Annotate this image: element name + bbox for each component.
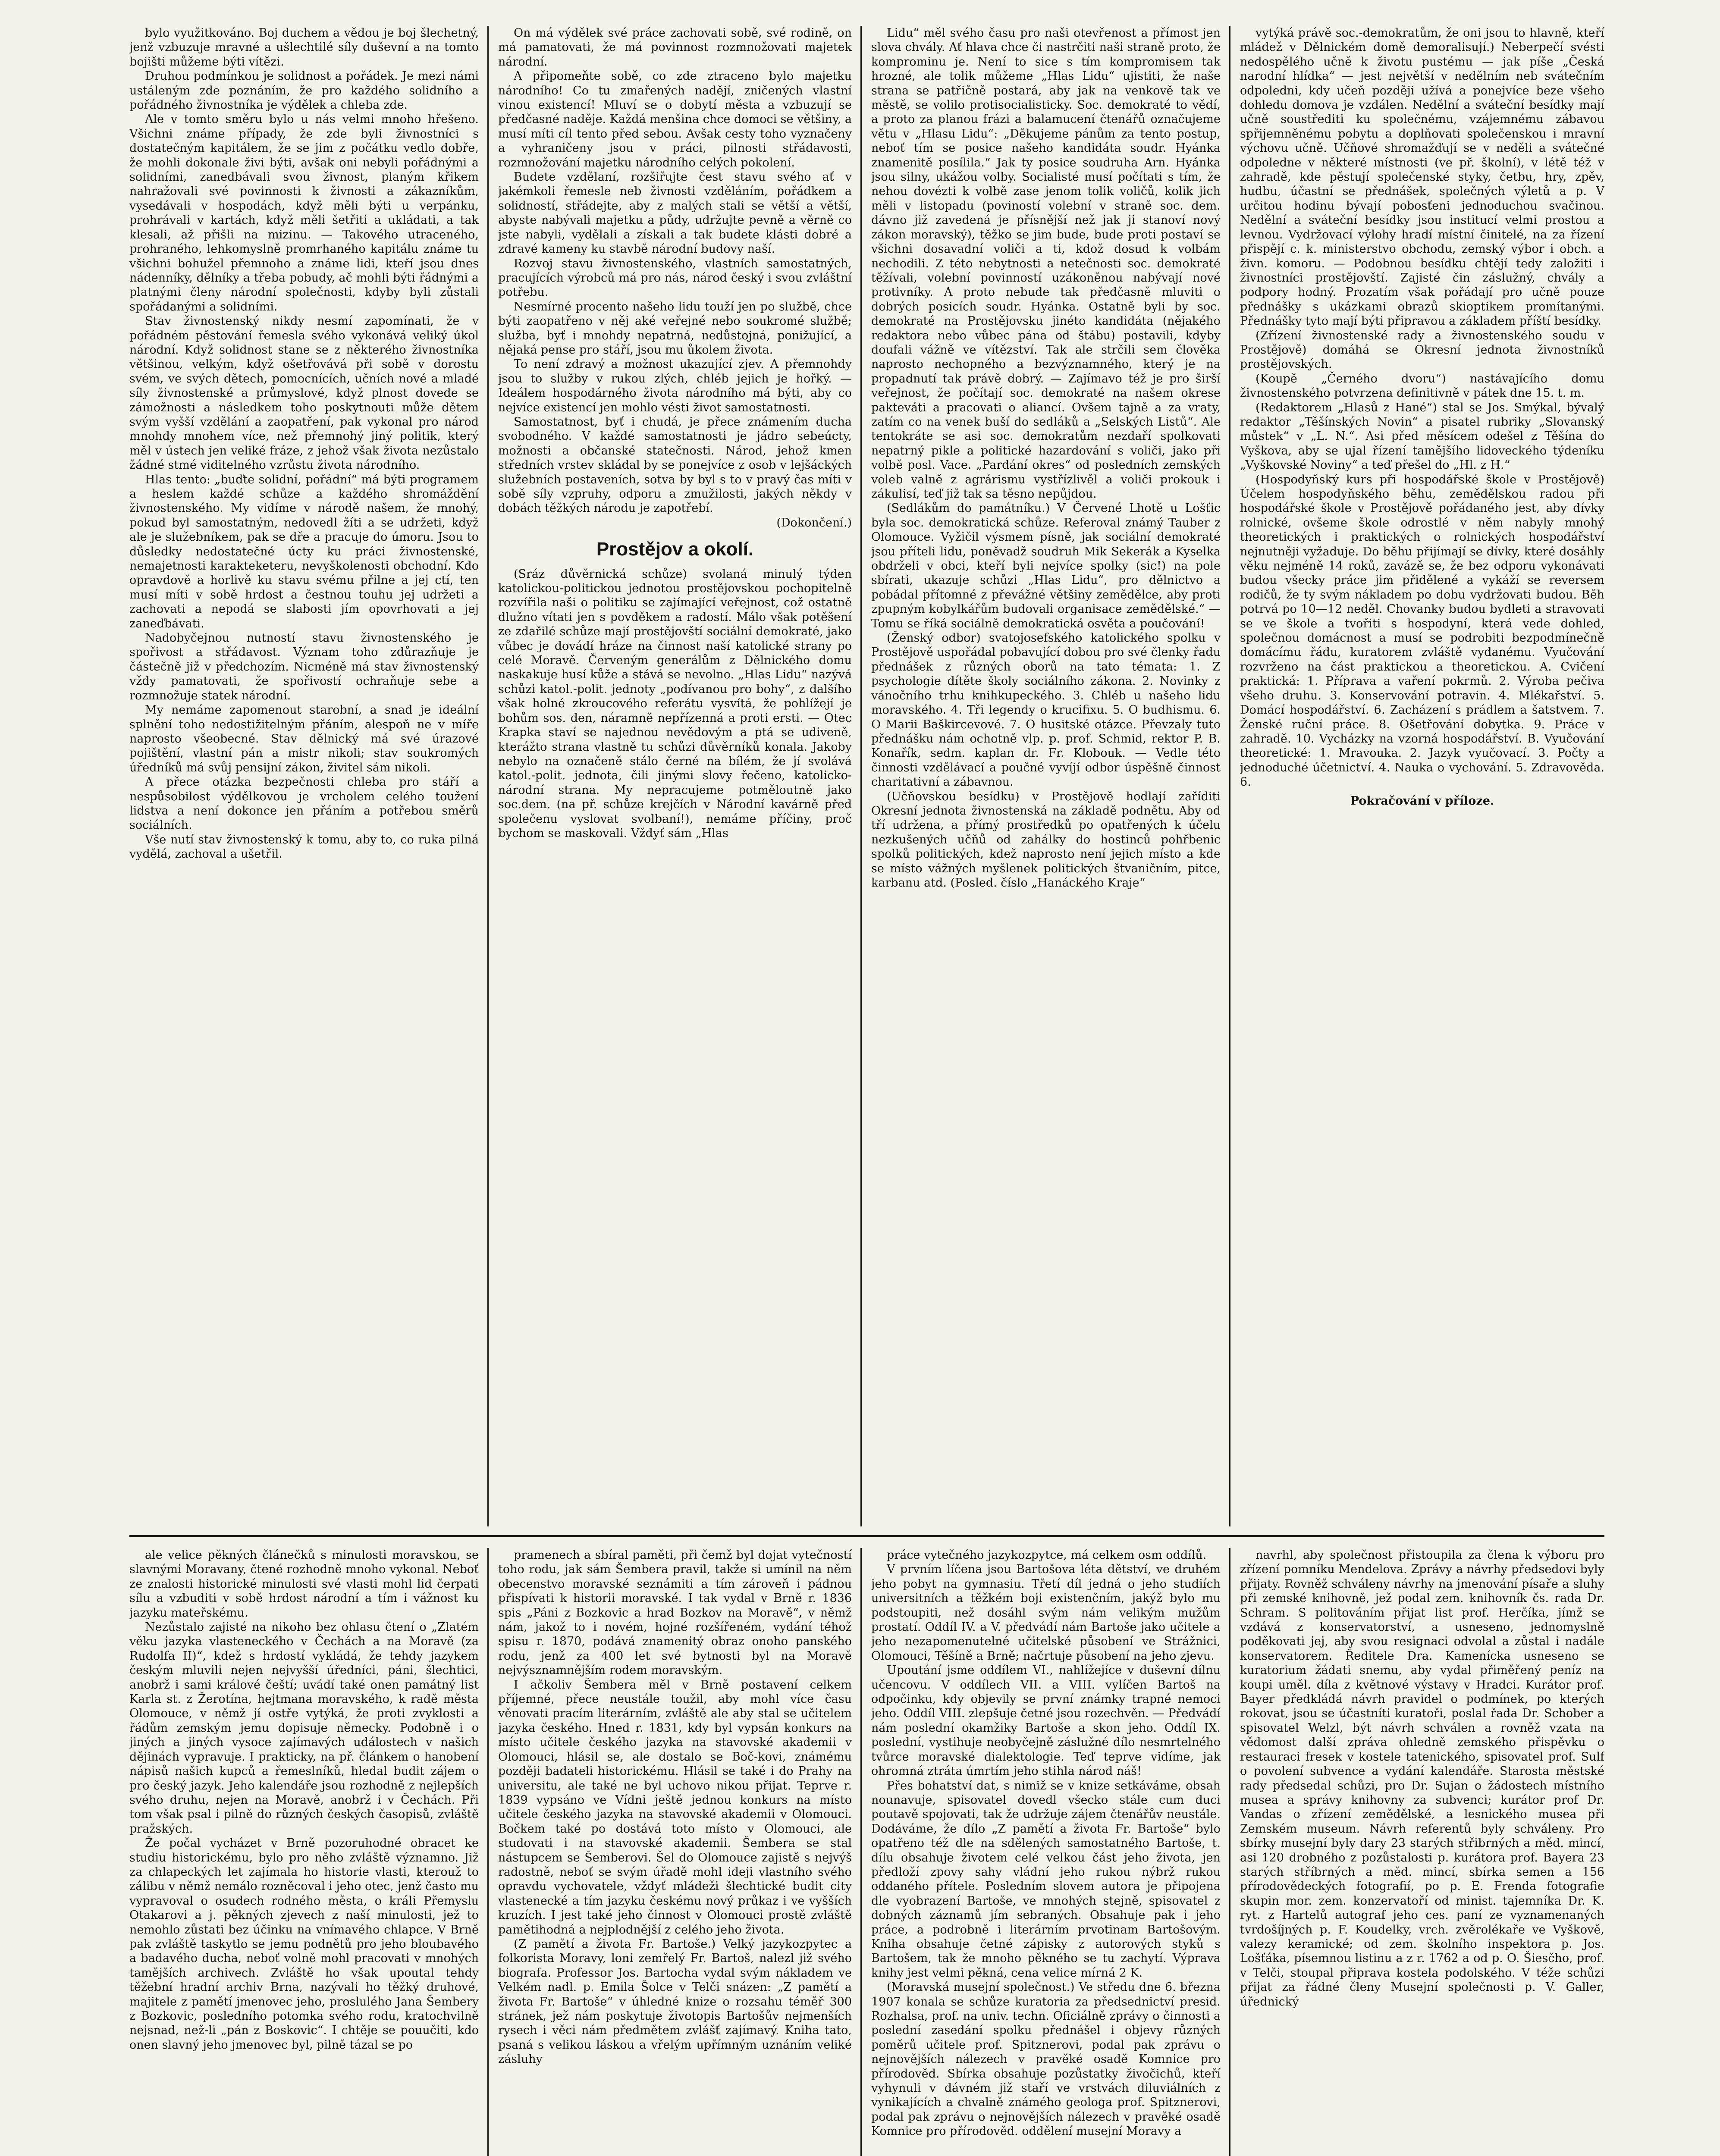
paragraph: Že počal vycházet v Brně pozoruhodné obracet ke studiu historickému, bylo pro něho zvláště významno. Již za chlapeckých let zajímala ho historie vlasti, kterouž to zálibu v němž nemálo rozněcoval i jeho otec, jenž často mu vypravoval o osudech rodného města, o králi Přemyslu Otakarovi a j. pěkných zjevech z naší minulosti, jež to nemohlo zůstati bez účinku na vnímavého chlapce. V Brně pak zvláště taskytlo se jemu podnětů pro jeho bloubavého a badavého ducha, neboť volně mohl pracovati v mnohých tamějších archivech. Zvláště ho však upoutal tehdy těžební hradní archiv Brna, nazývali ho těžký druhové, majitele z pamětí jmenovec jeho, proslulého Jana Šembery z Bozkovic, posledního potomka svého rodu, kratochvilně nejsnad, než-li „pán z Boskovic“. I chtěje se pouučiti, kdo onen slavný jeho jmenovec byl, pilně tázal se po xyxy=(129,1836,479,2052)
paragraph: ale velice pěkných článečků s minulosti moravskou, se slavnými Moravany, čtené rozhodně mnoho vykonal. Neboť ze znalosti historické minulosti své vlasti mohl lid čerpati sílu a vzbuditi v sobě hrdost národní a tím i vážnost ku jazyku mateřskému. xyxy=(129,1548,479,1620)
paragraph: Nezůstalo zajisté na nikoho bez ohlasu čtení o „Zlatém věku jazyka vlasteneckého v Čechách a na Moravě (za Rudolfa II)“, kdež s hrdostí vykládá, že tehdy jazykem českým mluvili nejen nejvyšší úředníci, páni, šlechtici, anobrž i sami králové čeští; uvádí také onen památný list Karla st. z Žerotína, hejtmana moravského, k radě města Olomouce, v němž jí ostře vytýká, že proti zvyklosti a řádům zemským jemu dopisuje německy. Podobně i o jiných a jiných vysoce zajímavých událostech v našich dějinách vypravuje. I prakticky, na př. článkem o hanobení nápisů našich kupců a řemeslníků, hledal budit zájem o pro český jazyk. Jeho kalendáře jsou rozhodně z nejlepších svého druhu, nejen na Moravě, anobrž i v Čechách. Při tom však psal i pilně do různých českých časopisů, zvláště pražských. xyxy=(129,1620,479,1836)
bottom-column-4-text xyxy=(1240,1548,1604,2009)
column-divider xyxy=(487,1548,489,2156)
paragraph: (Z pamětí a života Fr. Bartoše.) Velký jazykozpytec a folkorista Moravy, loni zemřelý Fr. Bartoš, nalezl již svého biografa. Professor Jos. Bartocha vydal svým nákladem ve Velkém nadl. p. Emila Šolce v Telči snázen: „Z pamětí a života Fr. Bartoše“ v úhledné knize o rozsahu téměř 300 stránek, jež nám poskytuje životopis Bartošův nejmenších rysech i věci nám předmětem zvlášť zajímavý. Kniha tato, psaná s velikou láskou a vřelým upřímným uznáním veliké zásluhy xyxy=(498,1937,852,2066)
paragraph: Přes bohatství dat, s nimiž se v knize setkáváme, obsah nounavuje, spisovatel dovedl všecko stále cum duci poutavě spojovati, tak že udržuje zájem čtenářův neustále. Dodáváme, že dílo „Z pamětí a života Fr. Bartoše“ bylo opatřeno též dle na sdělených samostatného Bartoše, t. dílu obsahuje životem celé velkou část jeho života, jen předloží zpovy sahy vládní jeho rukou nýbrž rukou oddaného přítele. Posledním slovem autora je připojena dle vyobrazení Bartoše, ve mnohých stejně, spisovatel z dobných záznamů jím sebraných. Obsahuje pak i jeho práce, a podrobně i literárním prvotinam Bartošovým. Kniha obsahuje četné zápisky z autorových styků s Bartošem, tak že mnoho pěkného se tu zachytí. Výprava knihy jest velmi pěkná, cena velice mírná 2 K. xyxy=(871,1779,1221,1980)
paragraph: A přece otázka bezpečnosti chleba pro stáří a nespůsobilost výdělkovou je vrcholem celého toužení lidstva a není dokonce jen přáním a potřebou směrů sociálních. xyxy=(129,775,479,832)
paragraph: vytýká právě soc.-demokratům, že oni jsou to hlavně, kteří mládež v Dělnickém domě demoralisují.) Neberpečí svésti nedospělého učně k životu pustému — jak píše „Česká narodní hlídka“ — jest největší v nedělním neb svátečním odpoledni, kdy učeň později užívá a ponejvíce beze všeho dohledu domova je vzdálen. Nedělní a sváteční besídky mají učně soustřediti ku společnému, vzájemnému zábavou spřijemněnému pobytu a doplňovati společenskou i mravní výchovu učně. Učňové shromažďují se v neděli a svátečné odpoledne v některé místnosti (ve př. školní), v létě též v zahradě, kde pěstují společenské styky, četbu, hry, zpěv, hudbu, účastní se přednášek, společných výletů a p. V určitou hodinu bývají pobosťeni jednoduchou svačinou. Nedělní a sváteční besídky jsou institucí velmi prostou a levnou. Vydržovací výlohy hradí místní činitelé, na za řízení přispějí c. k. ministerstvo obchodu, zemský výbor i obch. a živn. komoru. — Podobnou besídku chtějí tedy založiti i živnostníci prostějovští. Zajisté čin záslužný, chvály a podpory hodný. Prozatím však pořádají pro učně pouze přednášky s ukázkami obrazů skioptikem promítanými. Přednášky tyto mají býti připravou a základem příští besídky. xyxy=(1240,26,1604,328)
paragraph: (Zřízení živnostenské rady a živnostenského soudu v Prostějově) domáhá se Okresní jednota živnostníků prostějovských. xyxy=(1240,329,1604,371)
top-column-4 xyxy=(1240,26,1604,1526)
paragraph: V prvním líčena jsou Bartošova léta dětství, ve druhém jeho pobyt na gymnasiu. Třetí díl jedná o jeho studiích universitních a těžkém boji existenčním, jakýž bylo mu podstoupiti, než dosáhl svým nám velikým mužům prostatí. Oddíl IV. a V. předvádí nám Bartoše jako učitele a jeho nezapomenutelné učitelské působení ve Strážnici, Olomouci, Těšíně a Brně; načrtuje působení na jeho zjevu. xyxy=(871,1563,1221,1663)
paragraph: On má výdělek své práce zachovati sobě, své rodině, on má pamatovati, že má povinnost rozmnožovati majetek národní. xyxy=(498,26,852,69)
top-column-2-news xyxy=(498,567,852,841)
column-divider xyxy=(487,26,489,1526)
paragraph: bylo využitkováno. Boj duchem a vědou je boj šlechetný, jenž vzbuzuje mravné a ušlechtilé síly duševní a na tomto bojišti můžeme býti vítězi. xyxy=(129,26,479,69)
paragraph: (Ženský odbor) svatojosefského katolického spolku v Prostějově uspořádal pobavující dobou pro své členky řadu přednášek z různých oborů na tato témata: 1. Z psychologie dítěte školy sociálního zákona. 2. Novinky z vánočního trhu knihkupeckého. 3. Chléb u našeho lidu moravského. 4. Tři legendy o krucifixu. 5. O budhismu. 6. O Marii Baškircevové. 7. O husitské otázce. Převzaly tuto přednášku nám ochotně vlp. p. prof. Schmid, rektor P. B. Konařík, sedm. kaplan dr. Fr. Klobouk. — Vedle této činnosti vzdělávací a poučné vyvíjí odbor úspěšně činnost charitativní a zábavnou. xyxy=(871,631,1221,789)
top-column-2-text xyxy=(498,26,852,530)
bottom-column-4 xyxy=(1240,1548,1604,2156)
bottom-column-3 xyxy=(871,1548,1221,2156)
paragraph: Budete vzdělaní, rozšiřujte čest stavu svého ať v jakémkoli řemesle neb živnosti vzděláním, pořádkem a solidností, střádejte, aby z malých stali se větší a větší, abyste nabývali majetku a půdy, udržujte pevně a věrně co jste nabyli, vydělali a získali a tak budete klásti dobré a zdravé kameny ku stavbě národní budovy naší. xyxy=(498,170,852,256)
paragraph: (Učňovskou besídku) v Prostějově hodlají zaříditi Okresní jednota živnostenská na základě podnětu. Aby od tří udržena, a přímý prostředků po opatřených k účelu nezkušených učňů od zahálky do hostinců pohřbenic spolků politických, kdež naprosto není jejich místo a kde se místo vážných myšlenek politických štvaničním, pitce, karbanu atd. (Posled. číslo „Hanáckého Kraje“ xyxy=(871,790,1221,890)
top-column-2 xyxy=(498,26,852,1526)
section-heading-prostejov: Prostějov a okolí. xyxy=(596,539,754,560)
paragraph: Stav živnostenský nikdy nesmí zapomínati, že v pořádném pěstování řemesla svého vykonává veliký úkol národní. Když solidnost stane se z některého živnostníka většinou, velkým, když ošetřovává při sobě v dorostu svém, ve svých dětech, pomocnících, učních nové a mladé síly živnostenské a průmyslové, když plnost dovede se zámožnosti a následkem toho poskytnouti může dětem svým vyšší vzdělání a zaopatření, pak vykonal pro národ mnohdy mnohem více, než přemnohý jiný politik, který měl v ústech jen veliké fráze, z jehož však života nezůstalo žádné stmé viditelného vzrůstu života národního. xyxy=(129,314,479,472)
paragraph: práce vytečného jazykozpytce, má celkem osm oddílů. xyxy=(887,1548,1207,1562)
continued-note: Pokračování v příloze. xyxy=(1350,794,1494,808)
paragraph: Druhou podmínkou je solidnost a pořádek. Je mezi námi ustáleným zde poznáním, že pro každého solidního a pořádného živnostníka je výdělek a chleba zde. xyxy=(129,69,479,112)
column-divider xyxy=(860,26,862,1526)
paragraph: Nesmírné procento našeho lidu touží jen po službě, chce býti zaopatřeno v něj aké veřejné nebo soukromé službě; služba, byť i mnohdy nepatrná, nedůstojná, ponižující, a nějaká pense pro stáří, jsou mu ůkolem života. xyxy=(498,300,852,357)
newspaper-page xyxy=(129,26,1604,2156)
top-column-4-text xyxy=(1240,26,1604,790)
paragraph: My nemáme zapomenout starobní, a snad je ideální splnění toho nedostižitelným přáním, alespoň ne v míře naprosto všeobecné. Stav dělnický má své úrazové pojištění, vlastní pán a mistr nikoli; stav soukromých úředníků má svůj pensijní zákon, živitel sám nikoli. xyxy=(129,703,479,774)
paragraph: pramenech a sbíral paměti, při čemž byl dojat vytečností toho rodu, jak sám Šembera pravil, takže si umínil na něm obecenstvo moravské seznámiti a tím zároveň i pádnou přispívati k historii moravské. I tak vydal v Brně r. 1836 spis „Páni z Bozkovic a hrad Bozkov na Moravě“, v němž nám, jakož to i novém, hojné rozšířeném, vydání téhož spisu r. 1870, podává znamenitý obraz onoho panského rodu, jenž za 400 let své bytnosti byl na Moravě nejvýsznamnějším rodem moravským. xyxy=(498,1548,852,1677)
paragraph: Rozvoj stavu živnostenského, vlastních samostatných, pracujících výrobců má pro nás, národ český i svou zvláštní potřebu. xyxy=(498,257,852,299)
paragraph: Upoutání jsme oddílem VI., nahlížejíce v duševní dílnu učencovu. V oddílech VII. a VIII. vylíčen Bartoš na odpočinku, kdy objevily se první známky trapné nemoci jeho. Oddíl VIII. zlepšuje četné jsou rozechvěn. — Předvádí nám poslední okamžiky Bartoše a skon jeho. Oddíl IX. poslední, vystihuje neobyčejně záslužné dílo nesmrtelného tvůrce moravské dialektologie. Teď teprve vidíme, jak ohromná ztráta úmrtím jeho stihla národ náš! xyxy=(871,1664,1221,1778)
paragraph: Nadobyčejnou nutností stavu živnostenského je spořivost a střádavost. Význam toho zdůrazňuje je částečně již v předchozím. Nicméně má stav živnostenský vždy pamatovati, že spořivostí ochraňuje sebe a rozmnožuje statek národní. xyxy=(129,631,479,702)
paragraph: To není zdravý a možnost ukazující zjev. A přemnohdy jsou to služby v rukou zlých, chléb jejich je hořký. — Ideálem hospodárného života národního má býti, aby co nejvíce existencí jen mohlo vésti život samostatnosti. xyxy=(498,357,852,414)
paragraph: A připomeňte sobě, co zde ztraceno bylo majetku národního! Co tu zmařených nadějí, zničených vlastní vinou existencí! Mluví se o dobytí města a vzbuzují se předčasné naděje. Každá menšina chce domoci se většiny, a musí míti cíl tento před sebou. Avšak cesty toho vyznačeny a vyhraničeny jsou v práci, pilnosti střádavosti, rozmnožování majetku národního celých pokolení. xyxy=(498,69,852,169)
paragraph: (Dokončení.) xyxy=(776,516,852,530)
paragraph: Ale v tomto směru bylo u nás velmi mnoho hřešeno. Všichni známe případy, že zde byli živnostníci s dostatečným kapitálem, že se jim z počátku vedlo dobře, že mohli dokonale živi býti, avšak oni nebyli pořádnými a solidními, zanedbávali svou živnost, planým křikem nahražovali své povinnosti k živnosti a zákazníkům, vysedávali v hospodách, když měli býti u verpánku, prohrávali v kartách, když měli šetřiti a ukládati, a tak klesali, až přišli na mizinu. — Takového utraceného, prohraného, lehkomyslně promrhaného kapitálu známe tu všichni bohužel přemnoho a známe lidi, kteří jsou dnes nádenníky, dělníky a třeba pobudy, ač mohli býti řádnými a platnými členy národní společnosti, kdyby byli zůstali spořádanými a solidními. xyxy=(129,113,479,313)
top-column-3 xyxy=(871,26,1221,1526)
top-column-1 xyxy=(129,26,479,1526)
bottom-column-1 xyxy=(129,1548,479,2156)
column-divider xyxy=(860,1548,862,2156)
section-divider xyxy=(129,1535,1604,1537)
bottom-column-2 xyxy=(498,1548,852,2156)
paragraph: Hlas tento: „buďte solidní, pořádní“ má býti programem a heslem každé schůze a každého shromáždění živnostenského. My vidíme v národě našem, že mnohý, pokud byl samostatným, nedovedl žíti a se udržeti, když ale je služebníkem, pak se dře a pracuje do úmoru. Jsou to důsledky nedostatečné úcty ku práci živnostenské, nemajetnosti karakteketeru, nevyškolenosti obchodní. Kdo opravdově a horlivě ku stavu svému přilne a jej ctí, ten musí míti v sobě hrdost a čestnou touhu jej udržeti a zachovati a nepodá se slabosti jím opovrhovati a jej zaneďbávati. xyxy=(129,473,479,630)
paragraph: Vše nutí stav živnostenský k tomu, aby to, co ruka pilná vydělá, zachoval a ušetřil. xyxy=(129,833,479,861)
paragraph: Samostatnost, byť i chudá, je přece známením ducha svobodného. V každé samostatnosti je jádro sebeúcty, možnosti a občanské statečnosti. Národ, jehož kmen středních vrstev skládal by se ponejvíce z osob v lejšáckých služebních postaveních, sotva by byl s to v pravý čas míti v sobě síly vzpruhy, odporu a zmužilosti, jakých někdy v dobách těžkých národu je zapotřebí. xyxy=(498,415,852,515)
paragraph: (Sedlákům do památníku.) V Červené Lhotě u Lošťic byla soc. demokratická schůze. Referoval známý Tauber z Olomouce. Vyžičil výsmem písně, jak sociální demokraté jsou příteli lidu, poněvadž soudruh Mik Sekerák a Kyselka obdrželi v obci, kteří byli nejvíce spolky (sic!) na pole sbírati, ukazuje schůzi „Hlas Lidu“, pro dělnictvo a pobádal přítomné z převážné většiny zemědělce, aby proti zpupným kobylkářům budovali organisace zemědělské.“ — Tomu se říká sociálně demokratická osvěta a poučování! xyxy=(871,501,1221,630)
paragraph: I ačkoliv Šembera měl v Brně postavení celkem příjemné, přece neustále toužil, aby mohl více času věnovati pracím literárním, zvláště ale aby stal se učitelem jazyka českého. Hned r. 1831, kdy byl vypsán konkurs na místo učitele českého jazyka na stavovské akademii v Olomouci, hlásil se, ale dostalo se Boč-kovi, známému později badateli historickému. Hlásil se také i do Prahy na universitu, ale také ne byl uchovo nikou přijat. Teprve r. 1839 vypsáno ve Vídni ještě jednou konkurs na místo učitele českého jazyka na stavovské akademii v Olomouci. Bočkem také po dostává toto místo v Olomouci, ale studovati i na stavovské akademii. Šembera se stal nástupcem se Šemberovi. Šel do Olomouce zajistě s nejvýš radostně, neboť se svým úřadě mohl ideji vlastního svého opravdu vychovatele, vždyť mládeži šlechtické budit city vlastenecké a tím jazyku českému nový průkaz i ve vyšších kruzích. I jest také jeho činnost v Olomouci prostě zvláště pamětihodná a nejplodnější z celého jeho života. xyxy=(498,1678,852,1937)
column-divider xyxy=(1229,1548,1230,2156)
paragraph: (Hospodyňský kurs při hospodářské škole v Prostějově) Účelem hospodyňského běhu, zemědělskou radou při hospodářské škole v Prostějově pořádaného jest, aby dívky rolnické, ovšeme škole odrostlé v něm nabyly mnohý theoretických i praktických o rolnických hospodářství nejnutněji vyžaduje. Do běhu přijímají se dívky, které dosáhly věku nejméně 14 roků, zavázě se, že bez odporu vykonávati budou všecky práce jim přidělené a vykáží se reversem rodičů, že ty svým nákladem po dobu vydržovati budou. Běh potrvá po 10—12 neděl. Chovanky budou bydleti a stravovati se ve škole a tvořiti s hospodyní, která vede dohled, společnou domácnost a musí se podrobiti bezpodmínečně domácímu řádu, kuratorem zvláště vydanému. Vyučování rozvrženo na část praktickou a theoretickou. A. Cvičení praktická: 1. Příprava a vaření pokrmů. 2. Výroba pečiva všeho druhu. 3. Konservování potravin. 4. Mlékařství. 5. Domácí hospodářství. 6. Zacházení s prádlem a šatstvem. 7. Ženské ruční práce. 8. Ošetřování dobytka. 9. Práce v zahradě. 10. Vycházky na vzorná hospodářství. B. Vyučování theoretické: 1. Mravouka. 2. Jazyk vyučovací. 3. Počty a jednoduché účetnictví. 4. Nauka o vychování. 5. Zdravověda. 6. xyxy=(1240,473,1604,789)
paragraph: navrhl, aby společnost přistoupila za člena k výboru pro zřízení pomníku Mendelova. Zprávy a návrhy předsedovi byly přijaty. Rovněž schváleny návrhy na jmenování písaře a sluhy při zemské knihovně, jež podal zem. knihovník čs. rada Dr. Schram. S politováním přijat list prof. Herčíka, jímž se vzdává z konservatorství, a usneseno, jednomyslně poděkovati jej, aby svou resignaci odvolal a zůstal i nadále konservatorem. Ředitele Dra. Kamenícka usneseno se kuratorium žádati snemu, aby vydal přiměřený peníz na koupi uměl. díla z květnové výstavy v Hradci. Kurátor prof. Bayer předkládá návrh pravidel o podmínek, po kterých rokovat, jsou se účastníti kuratoři, poslal řada Dr. Schober a spisovatel Welzl, být návrh schválen a rovněž vzata na vědomost další zpráva ohledně zemského přispěvku o restauraci fresek v kostele tatenického, spisovatel prof. Sulf o povolení subvence a vydání kalendáře. Starosta městské rady předsedal schůzi, pro Dr. Sujan o žádostech místního musea a správy knihovny za subvenci; kurátor prof Dr. Vandas o zřízení zemědělské, a lesnického musea při Zemském museum. Návrh referentů byly schváleny. Pro sbírky musejní byly dary 23 starých střibrných a měd. mincí, asi 120 drobného z pozůstalosti p. kurátora prof. Bayera 23 starých stříbrných a měd. mincí, sbírka semen a 156 přírodovědeckých fotografií, po p. E. Frenda fotografie skupin mor. zem. konzervatoří od minist. tajemníka Dr. K. ryt. z Hartelů autograf jeho ces. paní ze vyznamenaných tvrdošíjných p. F. Koudelky, vrch. zvěrolékaře ve Vyškově, valezy keramické; od zem. školního inspektora p. Jos. Lošťáka, písemnou listinu a z r. 1762 a od p. O. Šiesčho, prof. v Telči, stoupal připrava kostela podolského. V téže schůzi přijat za řádné členy Musejní společnosti p. V. Galler, úřednický xyxy=(1240,1548,1604,2009)
paragraph: (Moravská musejní společnost.) Ve středu dne 6. března 1907 konala se schůze kuratoria za předsednictví presid. Rozhalsa, prof. na univ. techn. Oficiálně zprávy o činnosti a poslední zasedání spolku přednášel i objevy různých poměrů učitele prof. Spitznerovi, podal pak zprávu o nejnovějších nálezech v pravěké osadě Komnice pro přírodověd. Sbírka obsahuje pozůstatky živočichů, kteří vyhynuli v dávném již staří ve vrstvách diluviálních z vynikajících a chvalně známého geologa prof. Spitznerovi, podal pak zprávu o nejnovějších nálezech v pravěké osadě Komnice pro přírodověd. oddělení musejní Moravy a xyxy=(871,1981,1221,2138)
paragraph: Lidu“ měl svého času pro naši otevřenost a přímost jen slova chvály. Ať hlava chce či nastrčiti naši straně proto, že komprominu je. Není to sice s tím kompromisem tak hrozné, ale tolik můžeme „Hlas Lidu“ ujistiti, že naše strana se patřičně postará, aby jak na venkově tak ve městě, se volilo protisocialisticky. Soc. demokraté to vědí, a proto za planou frázi a balamucení čtenářů označujeme větu v „Hlasu Lidu“: „Děkujeme pánům za tento postup, neboť tím se posice našeho kandidáta soudr. Hyánka znamenitě posílila.“ Jak ty posice soudruha Arn. Hyánka jsou silny, ukážou volby. Socialisté musí počítati s tím, že nehou dovézti k volbě zase jenom tolik voličů, kolik jich měli v listopadu (poviností volební v straně soc. dem. dávno již zavedená je přísnější než jak ji stanoví nový zákon moravský), těžko se jim bude, bude proti postaví se všichni dosavadní voliči a ti, kdož dosud k volbám nechodili. Z této nebytnosti a netečnosti soc. demokraté těžívali, volební povinností uzákoněnou nabývají nové protivníky. A proto nebude tak předčasně mluviti o dobrých posicích soudr. Hyánka. Ostatně byli by soc. demokraté na Prostějovsku jinéto kandidáta (nějakého redaktora nebo vůbec pána od štábu) postavili, kdyby doufali vážně ve vítězství. Tak ale strčili sem člověka naprosto nechopného a bezvýznamného, který je na propadnutí tak právě dobrý. — Zajímavo též je pro širší veřejnost, že počítají soc. demokraté na našem okrese pakteváti a pracovati o aliancí. Ovšem tajně a za vraty, zatím co na venek buší do sedláků a „Selských Listů“. Ale tentokráte se asi soc. demokratům nezdaří spolkovati nepatrný pikle a politické hazardování s voliči, jako při volbě posl. Vace. „Pardání okres“ od posledních zemských voleb valně z agrárismu vystřízlivěl a voliči prokouk i zákulisí, teď již tak sa těsno nepůjdou. xyxy=(871,26,1221,501)
column-divider xyxy=(1229,26,1230,1526)
paragraph: (Redaktorem „Hlasů z Hané“) stal se Jos. Smýkal, bývalý redaktor „Těšínských Novin“ a pisatel rubriky „Slovanský můstek“ v „L. N.“. Asi před měsícem odešel z Těšína do Vyškova, aby se ujal řízení tamějšího lidoveckého týdeníku „Vyškovské Noviny“ a teď přešel do „Hl. z H.“ xyxy=(1240,401,1604,472)
paragraph: (Sráz důvěrnická schůze) svolaná minulý týden katolickou-politickou jednotou prostějovskou pochopitelně rozvířila naši o politiku se zajímající veřejnost, což ostatně dlužno vítati jen s povděkem a radostí. Málo však potěšení ze zdařilé schůze mají prostějovští sociální demokraté, jako vůbec je dovádí hráze na činnost naší katolické strany po celé Moravě. Červeným generálům z Dělnického domu naskakuje husí kůže a stává se nevolno. „Hlas Lidu“ nazývá schůzi katol.-polit. jednoty „podívanou pro bohy“, z dalšího však holné zkroucového referátu vysvítá, že pohlížejí je bohům sos. den, náramně nepřízenná a proti ersti. — Otec Krapka staví se najednou nevědovým a ptá se udiveně, kterážto strana vlastně tu schůzi důvěrníků konala. Jakoby nebylo na označeně stálo černé na bílém, že jí svolává katol.-polit. jednota, čili jinými slovy řečeno, katolicko-národní strana. My nepracujeme potměloutně jako soc.dem. (na př. schůze krejčích v Národní kavárně před společenu vyslovat svolbaní!), nemáme příčiny, proč bychom se maskovali. Vždyť sám „Hlas xyxy=(498,567,852,840)
paragraph: (Koupě „Černého dvoru“) nastávajícího domu živnostenského potvrzena definitivně v pátek dne 15. t. m. xyxy=(1240,372,1604,400)
